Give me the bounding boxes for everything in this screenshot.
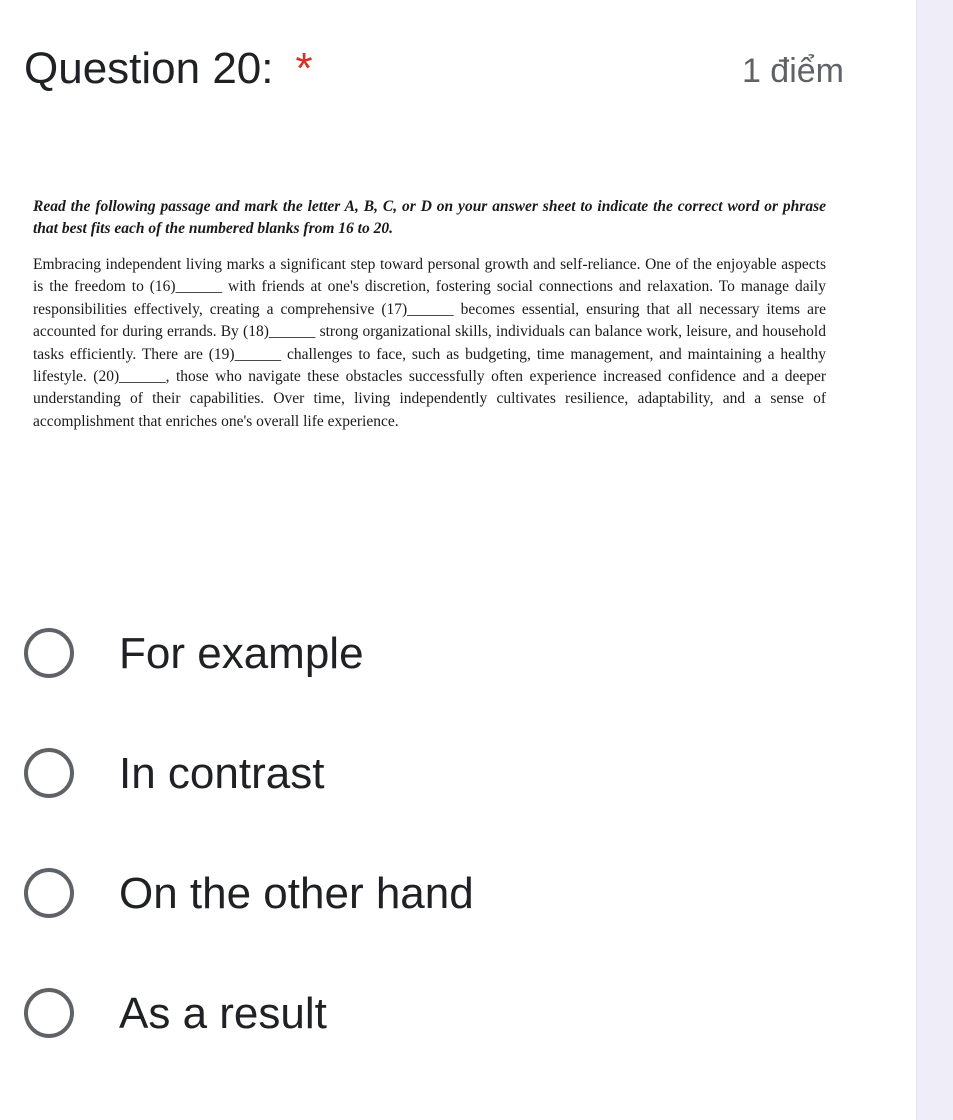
option-label[interactable]: For example [119,629,364,678]
passage-instruction: Read the following passage and mark the letter A, B, C, or D on your answer sheet to indicate the correct word or phrase that best fits each of the numbered blanks from 16 to 20. [33,198,826,237]
option-in-contrast[interactable] [24,742,904,862]
option-for-example[interactable] [24,622,904,742]
passage-image [33,196,826,433]
radio-button[interactable] [24,868,74,918]
required-asterisk: * [295,44,313,93]
radio-button[interactable] [24,988,74,1038]
question-points: 1 điểm [741,52,844,90]
option-label[interactable]: On the other hand [119,869,474,918]
question-title-text: Question 20: [24,44,274,93]
option-label[interactable]: In contrast [119,749,325,798]
radio-button[interactable] [24,748,74,798]
scrollbar-rail[interactable] [916,0,953,1120]
question-header [24,44,844,100]
answer-options [24,622,904,1102]
option-as-a-result[interactable] [24,982,904,1102]
question-title [24,44,313,94]
radio-button[interactable] [24,628,74,678]
passage-body: Embracing independent living marks a significant step toward personal growth and self-reliance. One of the enjoyable aspects is the freedom to (16)______ with friends at one's discretion, fostering social connections and relaxation. To manage daily responsibilities effectively, creating a comprehensive (17)______ becomes essential, ensuring that all necessary items are accounted for during errands. By (18)______ strong organizational skills, individuals can balance work, leisure, and household tasks efficiently. There are (19)______ challenges to face, such as budgeting, time management, and maintaining a healthy lifestyle. (20)______, those who navigate these obstacles successfully often experience increased confidence and a deeper understanding of their capabilities. Over time, living independently cultivates resilience, adaptability, and a sense of accomplishment that enriches one's overall life experience. [33,256,826,430]
option-label[interactable]: As a result [119,989,327,1038]
option-on-the-other-hand[interactable] [24,862,904,982]
